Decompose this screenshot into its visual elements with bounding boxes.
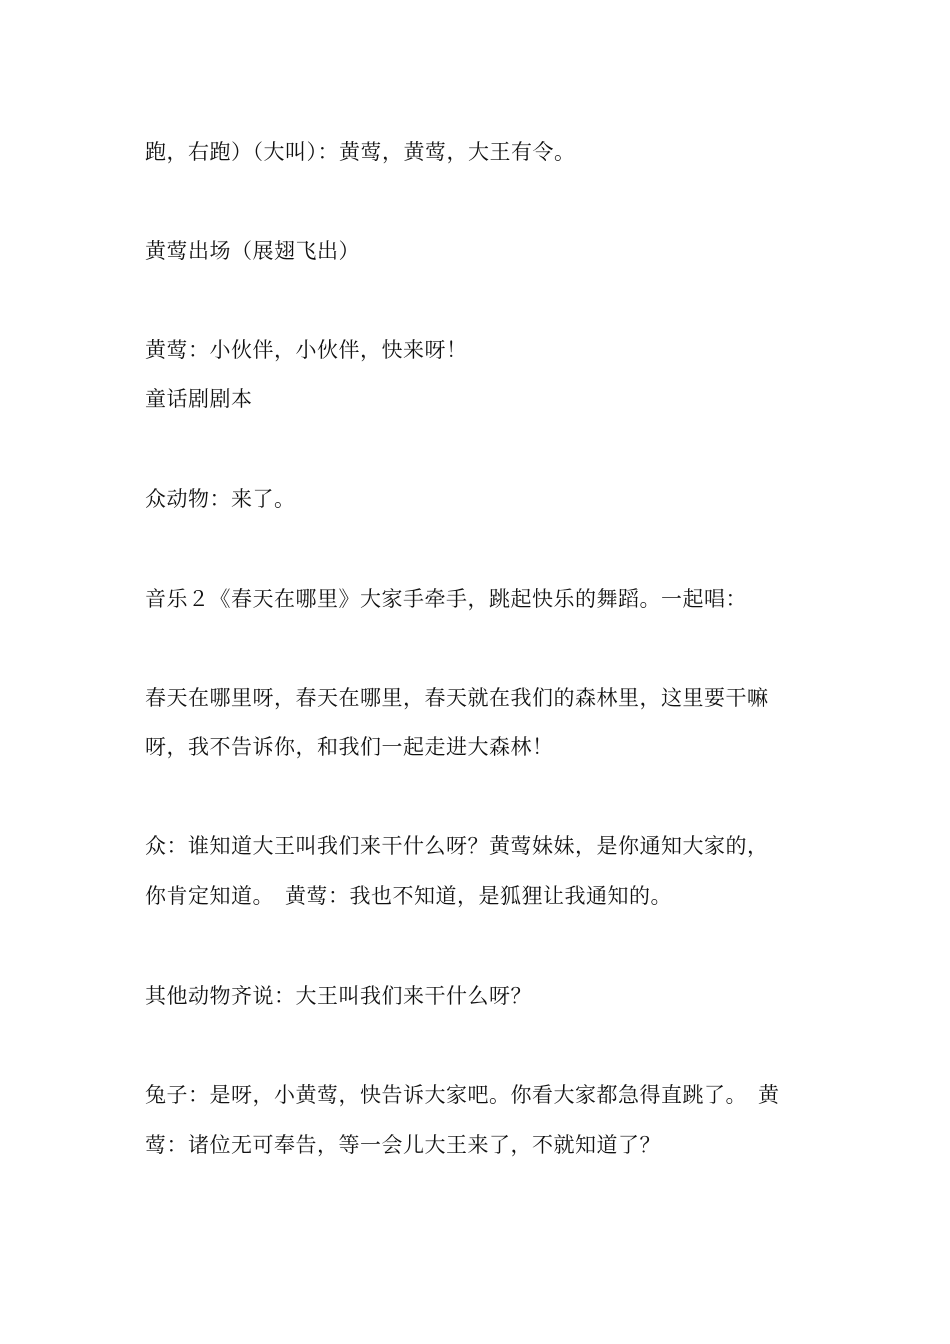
text-line-9: 众：谁知道大王叫我们来干什么呀？黄莺妹妹，是你通知大家的，	[145, 834, 769, 858]
text-line-3: 黄莺：小伙伴，小伙伴，快来呀！	[145, 338, 468, 362]
text-line-7: 春天在哪里呀，春天在哪里，春天就在我们的森林里，这里要干嘛	[145, 686, 769, 710]
text-line-11: 其他动物齐说：大王叫我们来干什么呀？	[145, 984, 532, 1008]
text-line-6: 音乐２《春天在哪里》大家手牵手，跳起快乐的舞蹈。一起唱：	[145, 587, 747, 611]
text-line-2: 黄莺出场（展翅飞出）	[145, 239, 360, 263]
text-line-1: 跑，右跑）（大叫）：黄莺，黄莺，大王有令。	[145, 140, 576, 164]
text-line-5: 众动物：来了。	[145, 487, 296, 511]
text-line-4: 童话剧剧本	[145, 387, 253, 411]
text-line-10: 你肯定知道。 黄莺：我也不知道，是狐狸让我通知的。	[145, 884, 672, 908]
text-line-8: 呀，我不告诉你，和我们一起走进大森林！	[145, 735, 554, 759]
text-line-12: 兔子：是呀，小黄莺，快告诉大家吧。你看大家都急得直跳了。 黄	[145, 1083, 780, 1107]
text-line-13: 莺：诸位无可奉告，等一会儿大王来了，不就知道了？	[145, 1133, 661, 1157]
